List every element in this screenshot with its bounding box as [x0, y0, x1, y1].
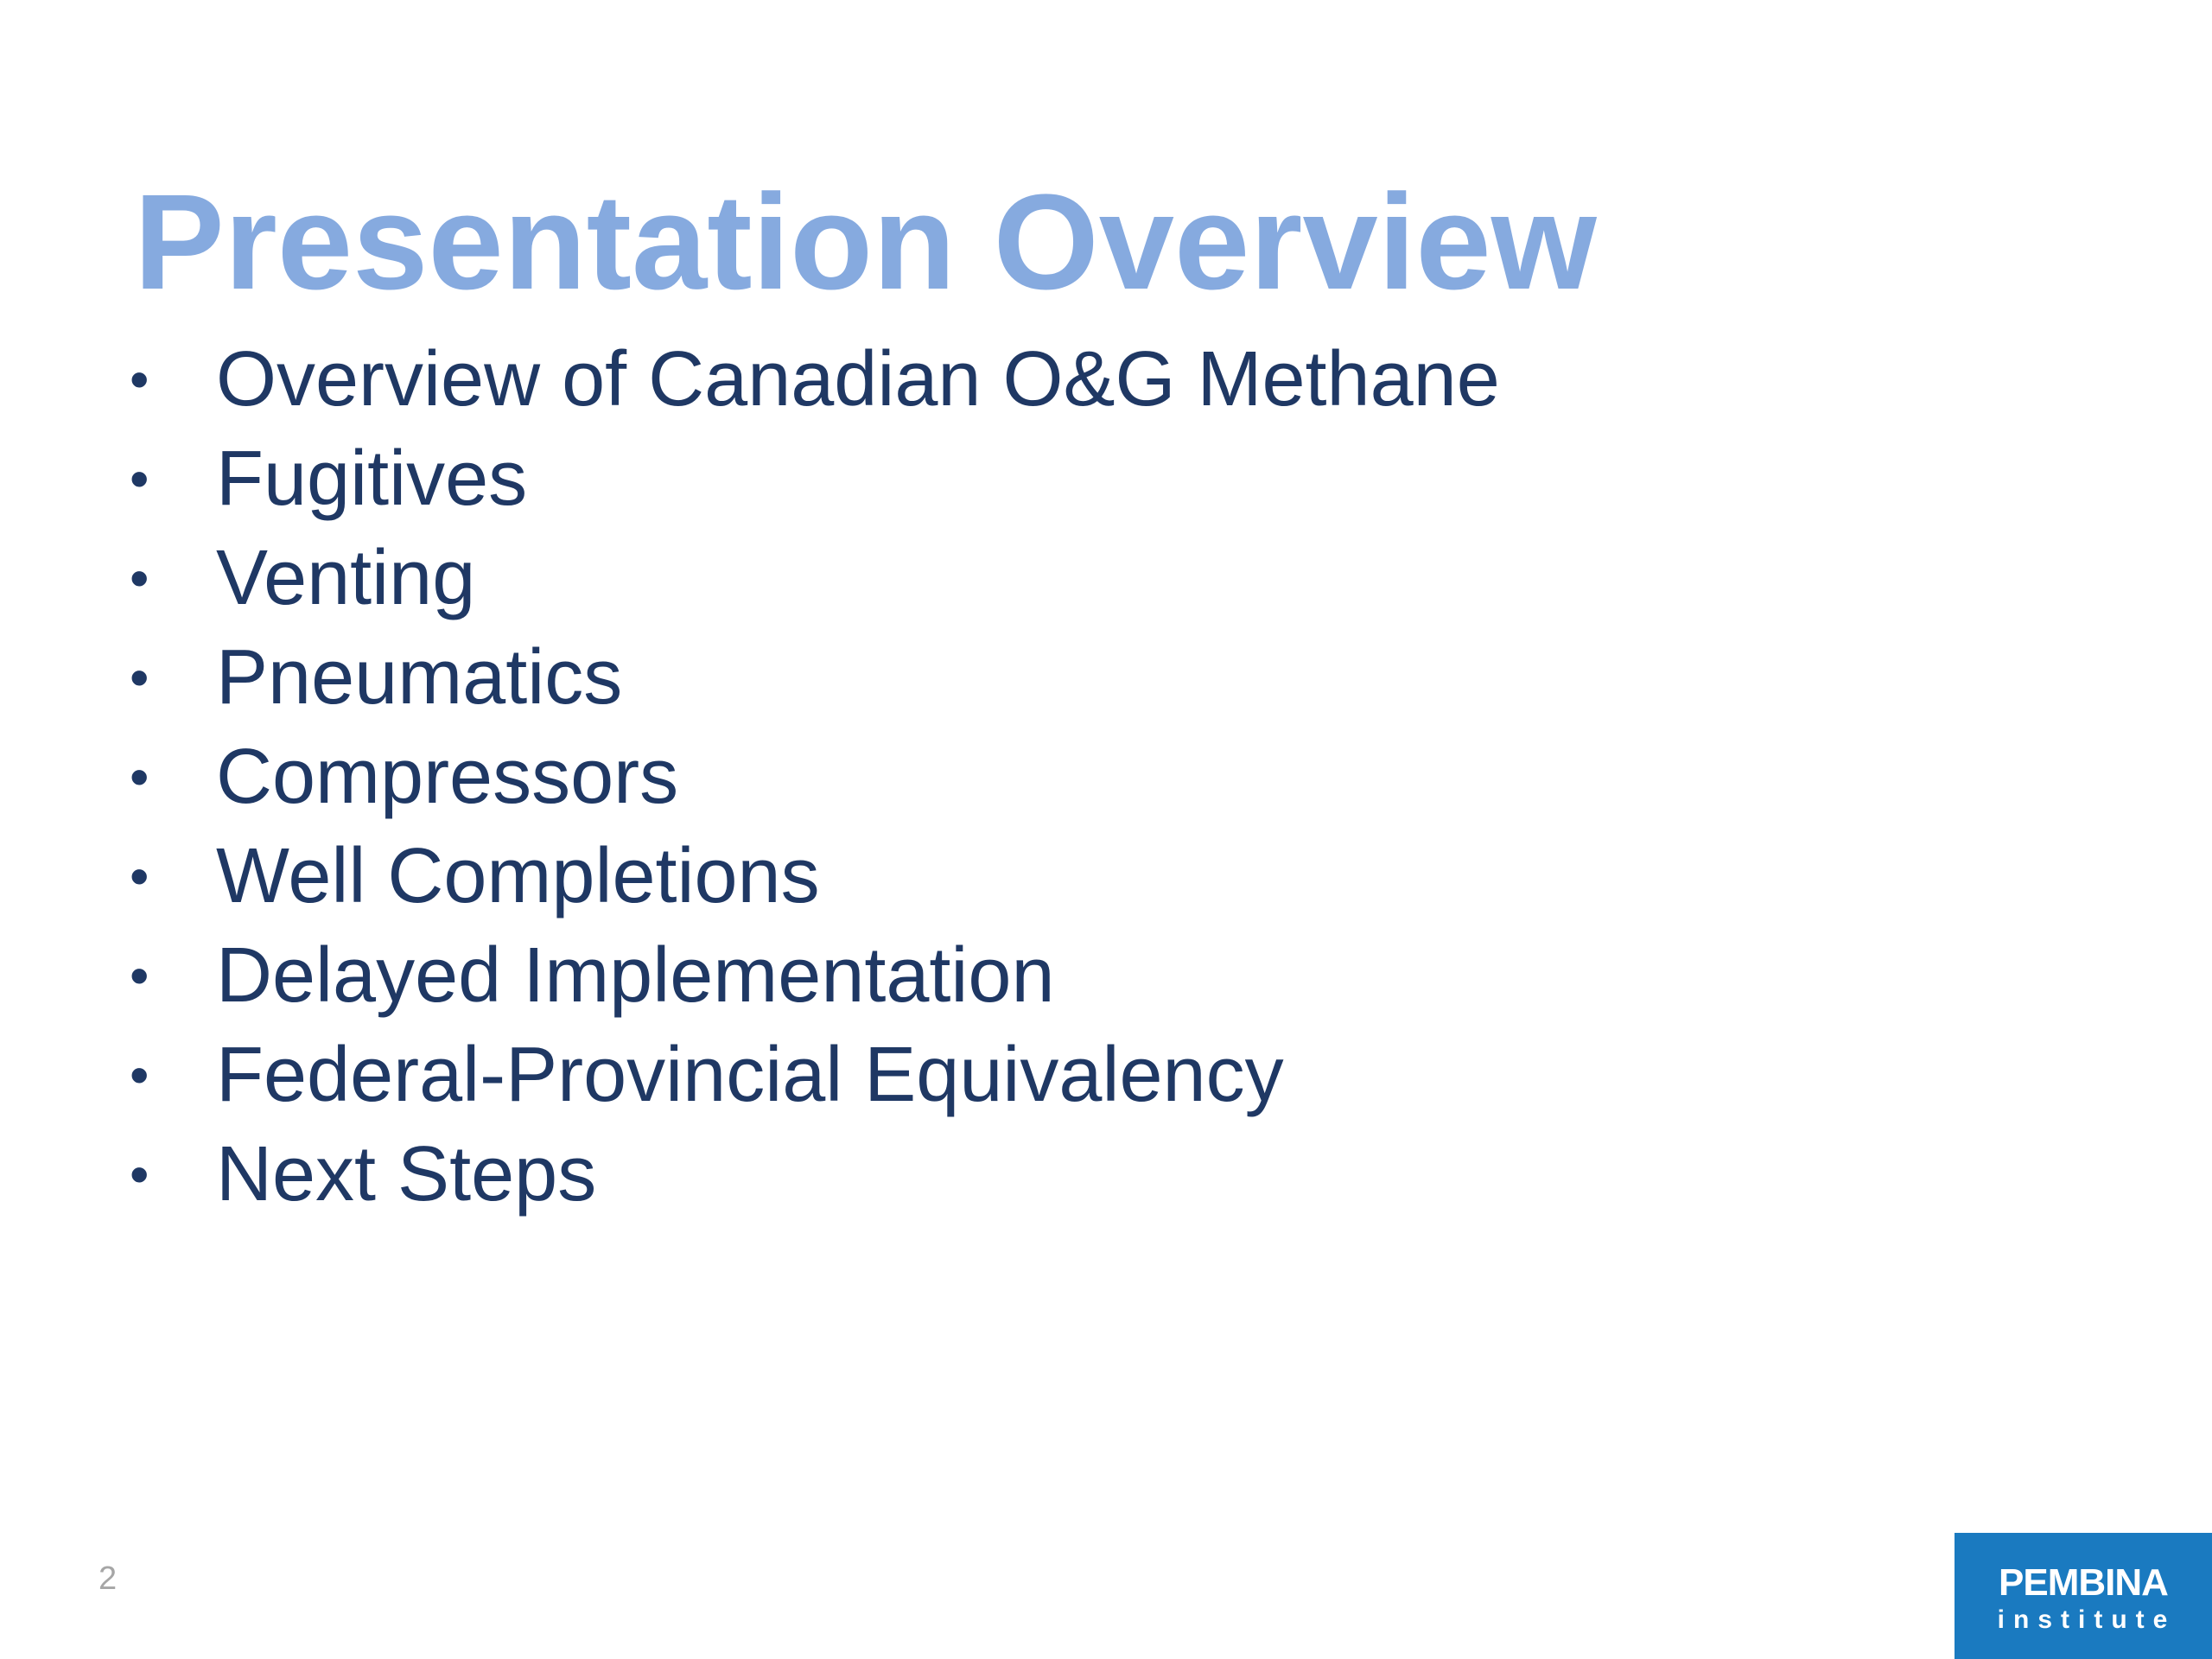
bullet-marker: • [130, 646, 149, 709]
page-number: 2 [99, 1560, 118, 1597]
bullet-marker: • [130, 547, 149, 609]
bullet-text: Pneumatics [216, 634, 623, 721]
bullet-marker: • [130, 944, 149, 1007]
bullet-marker: • [130, 348, 149, 410]
bullet-text: Fugitives [216, 435, 528, 522]
logo-line2: institute [1997, 1605, 2177, 1634]
slide-title: Presentation Overview [134, 167, 1597, 318]
bullet-marker: • [130, 746, 149, 808]
bullet-text: Well Completions [216, 833, 820, 919]
bullet-text: Next Steps [216, 1131, 597, 1217]
bullet-marker: • [130, 448, 149, 510]
bullet-marker: • [130, 1143, 149, 1205]
bullet-text: Federal-Provincial Equivalency [216, 1032, 1284, 1118]
bullet-marker: • [130, 845, 149, 907]
bullet-text: Delayed Implementation [216, 932, 1055, 1019]
bullet-text: Venting [216, 535, 476, 621]
bullet-text: Compressors [216, 734, 679, 820]
bullet-marker: • [130, 1044, 149, 1106]
bullet-text: Overview of Canadian O&G Methane [216, 336, 1500, 423]
logo-line1: PEMBINA [1999, 1561, 2168, 1604]
pembina-institute-logo [1955, 1533, 2212, 1659]
